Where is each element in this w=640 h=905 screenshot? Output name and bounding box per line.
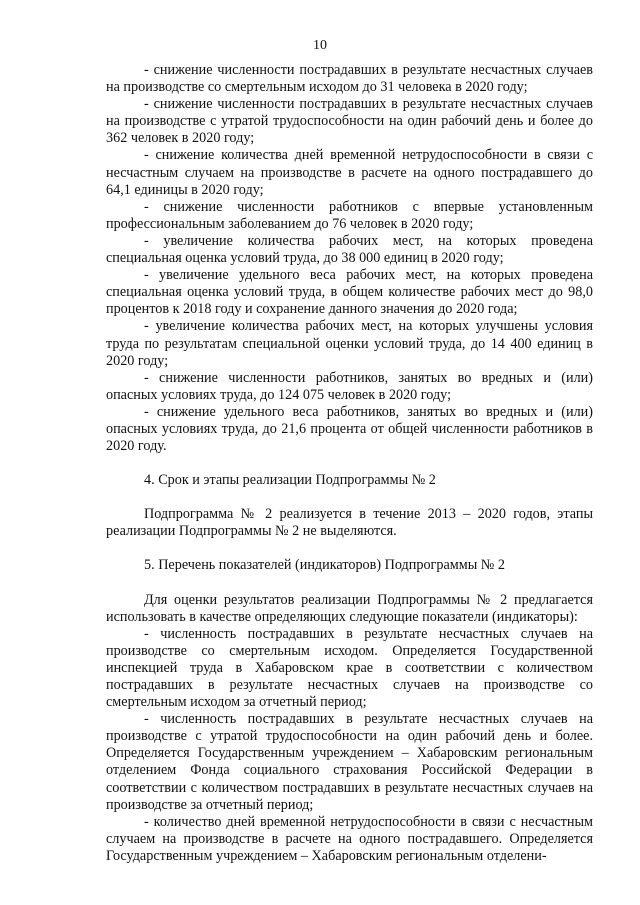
section-5-heading: 5. Перечень показателей (индикаторов) Подпрограммы № 2: [144, 557, 505, 574]
indicator-item: - количество дней временной нетрудоспособности в связи с несчастным случаем на производстве в расчете на одного пострадавшего. Определяется Государственным учреждением – Хабаровским региональным отделени-: [106, 813, 593, 864]
indicator-item: - численность пострадавших в результате несчастных случаев на производстве с утратой трудоспособности на один рабочий день и более. Определяется Государственным учреждением – Хабаровским региональным отделением Фонда социального страхования Российской Федерации в соответствии с количеством пострадавших в результате несчастных случаев на производстве за отчетный период;: [106, 711, 593, 813]
section-4-heading: 4. Срок и этапы реализации Подпрограммы № 2: [144, 472, 436, 489]
section-4-text: Подпрограмма № 2 реализуется в течение 2013 – 2020 годов, этапы реализации Подпрограммы № 2 не выделяются.: [106, 506, 593, 540]
target-item: - увеличение удельного веса рабочих мест, на которых проведена специальная оценка условий труда, в общем количестве рабочих мест до 98,0 процентов к 2018 году и сохранение данного значения до 2020 года;: [106, 267, 593, 318]
indicator-item: - численность пострадавших в результате несчастных случаев на производстве со смертельным исходом. Определяется Государственной инспекцией труда в Хабаровском крае в соответствии с количеством пострадавших в результате несчастных случаев на производстве со смертельным исходом за отчетный период;: [106, 625, 593, 711]
target-item: - снижение численности работников с впервые установленным профессиональным заболеванием до 76 человек в 2020 году;: [106, 198, 593, 232]
target-item: - увеличение количества рабочих мест, на которых проведена специальная оценка условий труда, до 38 000 единиц в 2020 году;: [106, 232, 593, 267]
document-body: [106, 62, 593, 865]
section-5-intro: Для оценки результатов реализации Подпрограммы № 2 предлагается использовать в качестве определяющих следующие показатели (индикаторы):: [106, 591, 593, 625]
target-item: - увеличение количества рабочих мест, на которых улучшены условия труда по результатам специальной оценки условий труда, до 14 400 единиц в 2020 году;: [106, 318, 593, 369]
target-item: - снижение численности работников, занятых во вредных и (или) опасных условиях труда, до 124 075 человек в 2020 году;: [106, 369, 593, 403]
target-item: - снижение удельного веса работников, занятых во вредных и (или) опасных условиях труда, до 21,6 процента от общей численности работников в 2020 году.: [106, 403, 593, 455]
target-item: - снижение численности пострадавших в результате несчастных случаев на производстве со смертельным исходом до 31 человека в 2020 году;: [106, 62, 593, 96]
page-number: 10: [313, 38, 327, 53]
target-item: - снижение численности пострадавших в результате несчастных случаев на производстве с утратой трудоспособности на один рабочий день и более до 362 человек в 2020 году;: [106, 96, 593, 147]
target-item: - снижение количества дней временной нетрудоспособности в связи с несчастным случаем на производстве в расчете на одного пострадавшего до 64,1 единицы в 2020 году;: [106, 147, 593, 198]
targets-list: [106, 62, 593, 455]
